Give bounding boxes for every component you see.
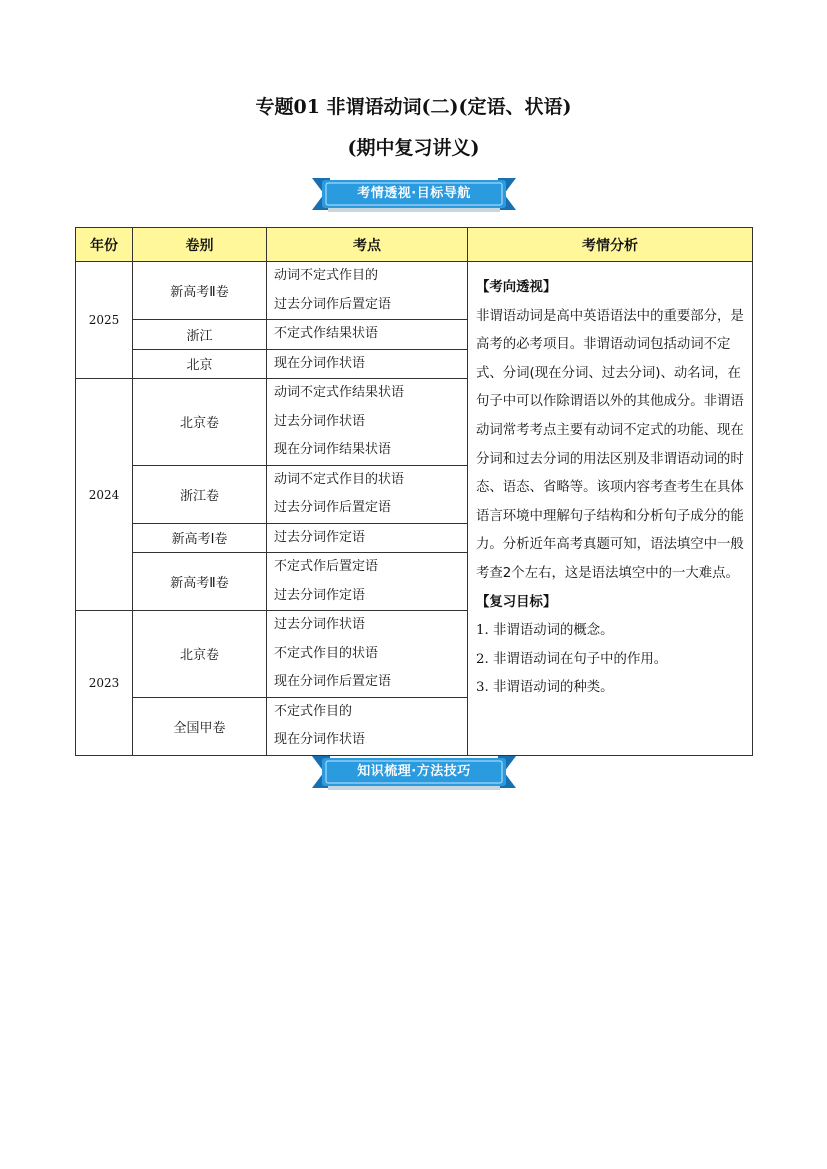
analysis-cell (468, 262, 753, 756)
banner-knowledge-methods (312, 756, 516, 792)
table-header-row (76, 228, 753, 262)
paper-cell: 新高考Ⅱ卷 (133, 262, 267, 320)
goal-text: 非谓语动词在句子中的作用。 (493, 651, 668, 667)
header-year: 年份 (76, 228, 133, 262)
point-item: 不定式作目的状语 (274, 645, 379, 661)
paper-cell: 北京 (133, 349, 267, 379)
paper-cell: 北京卷 (133, 611, 267, 698)
goal-number: 3. (476, 680, 489, 696)
year-cell: 2023 (76, 611, 133, 756)
point-item: 不定式作目的 (274, 703, 353, 719)
point-item: 过去分词作定语 (274, 587, 366, 603)
analysis-heading-goals: 【复习目标】 (476, 594, 557, 610)
point-cell (267, 349, 468, 379)
point-cell (267, 262, 468, 320)
point-item: 过去分词作后置定语 (274, 500, 392, 515)
goal-item (476, 646, 744, 675)
point-item: 动词不定式作目的状语 (274, 471, 405, 487)
point-item: 现在分词作后置定语 (274, 674, 392, 689)
analysis-paragraph: 非谓语动词是高中英语语法中的重要部分，是高考的必考项目。非谓语动词包括动词不定式、分词(现在分词、过去分词)、动名词，在句子中可以作除谓语以外的其他成分。非谓语动词常考考点主要有动词不定式的功能、现在分词和过去分词的用法区别及非谓语动词的时态、语态、省略等。该项内容考查考生在具体语言环境中理解句子结构和分析句子成分的能力。分析近年高考真题可知，语法填空中一般考查2个左右，这是语法填空中的一大难点。 (476, 308, 744, 581)
point-cell (267, 465, 468, 523)
point-cell (267, 697, 468, 755)
goal-text: 非谓语动词的种类。 (493, 680, 614, 696)
banner-label: 考情透视·目标导航 (357, 186, 471, 201)
point-item: 过去分词作状语 (274, 413, 366, 429)
header-point: 考点 (267, 228, 468, 262)
point-cell (267, 611, 468, 698)
point-item: 不定式作后置定语 (274, 559, 379, 574)
exam-analysis-table (75, 227, 753, 756)
year-cell: 2024 (76, 379, 133, 611)
analysis-heading-trend: 【考向透视】 (476, 280, 557, 295)
point-cell (267, 523, 468, 553)
point-item: 现在分词作结果状语 (274, 442, 392, 457)
point-item: 过去分词作后置定语 (274, 296, 392, 312)
point-item: 现在分词作状语 (274, 732, 366, 747)
paper-cell: 全国甲卷 (133, 697, 267, 755)
year-cell: 2025 (76, 262, 133, 379)
paper-cell: 新高考Ⅱ卷 (133, 553, 267, 611)
point-item: 动词不定式作结果状语 (274, 385, 405, 400)
page-subtitle: (期中复习讲义) (347, 137, 480, 159)
paper-cell: 浙江 (133, 320, 267, 350)
header-analysis: 考情分析 (468, 228, 753, 262)
point-item: 现在分词作状语 (274, 355, 366, 371)
paper-cell: 新高考Ⅰ卷 (133, 523, 267, 553)
goal-text: 非谓语动词的概念。 (493, 623, 614, 639)
goal-number: 2. (476, 651, 489, 667)
table-row (76, 262, 753, 320)
banner-label: 知识梳理·方法技巧 (357, 764, 471, 779)
point-item: 过去分词作定语 (274, 529, 366, 545)
point-item: 过去分词作状语 (274, 617, 366, 632)
paper-cell: 北京卷 (133, 379, 267, 466)
goal-number: 1. (476, 623, 489, 639)
header-paper: 卷别 (133, 228, 267, 262)
point-cell (267, 379, 468, 466)
goal-item (476, 617, 744, 646)
point-item: 动词不定式作目的 (274, 268, 379, 283)
point-cell (267, 320, 468, 350)
banner-exam-overview (312, 178, 516, 214)
page-title: 专题01 非谓语动词(二)(定语、状语) (255, 96, 572, 118)
goal-item (476, 674, 744, 703)
point-cell (267, 553, 468, 611)
point-item: 不定式作结果状语 (274, 326, 379, 341)
paper-cell: 浙江卷 (133, 465, 267, 523)
